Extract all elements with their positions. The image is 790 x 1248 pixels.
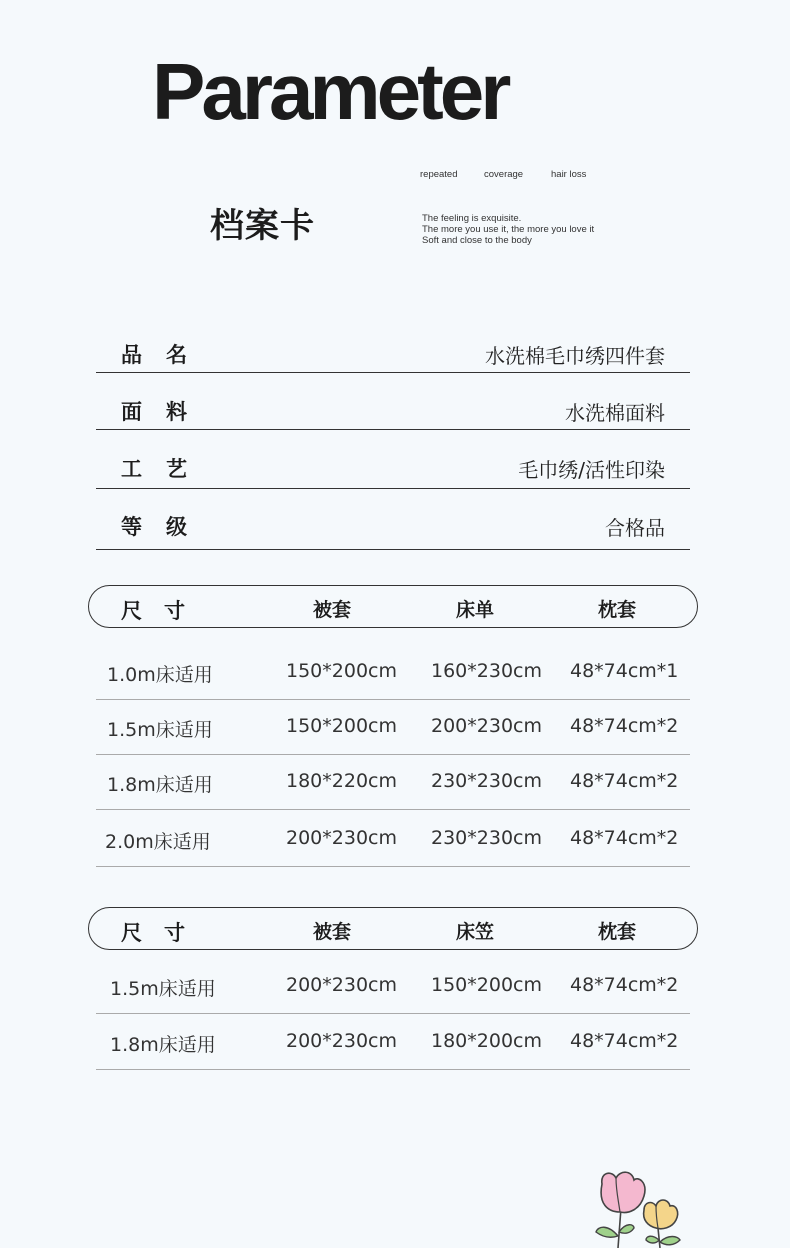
table-cell: 1.0m床适用 <box>107 664 213 686</box>
spec-row-name <box>96 330 690 373</box>
table-row <box>96 810 690 867</box>
table-header-cell: 被套 <box>313 599 352 621</box>
table-cell: 150*200cm <box>286 715 397 737</box>
tag-repeated: repeated <box>420 169 458 180</box>
table-cell: 160*230cm <box>431 660 542 682</box>
blurb-line: Soft and close to the body <box>422 235 532 246</box>
spec-value: 合格品 <box>605 516 665 540</box>
table-cell: 230*230cm <box>431 770 542 792</box>
table-row <box>96 1014 690 1070</box>
table-cell: 1.5m床适用 <box>107 719 213 741</box>
table-row <box>96 958 690 1014</box>
tag-coverage: coverage <box>484 169 524 180</box>
table-cell: 48*74cm*1 <box>570 660 679 682</box>
spec-row-craft <box>96 444 690 489</box>
table-cell: 1.8m床适用 <box>107 774 213 796</box>
table-cell: 180*220cm <box>286 770 397 792</box>
table-header-cell: 枕套 <box>598 599 637 621</box>
table-header-cell: 尺寸 <box>121 921 207 945</box>
spec-value: 水洗棉面料 <box>565 401 665 425</box>
table-cell: 48*74cm*2 <box>570 715 679 737</box>
table-row <box>96 700 690 755</box>
table-row <box>96 755 690 810</box>
table-cell: 200*230cm <box>431 715 542 737</box>
table-header-cell: 尺寸 <box>121 599 207 623</box>
table-cell: 48*74cm*2 <box>570 827 679 849</box>
table-cell: 180*200cm <box>431 1030 542 1052</box>
blurb-line: The more you use it, the more you love it <box>422 224 595 235</box>
table-cell: 48*74cm*2 <box>570 974 679 996</box>
spec-label: 工艺 <box>121 457 211 481</box>
table-cell: 230*230cm <box>431 827 542 849</box>
table-header-cell: 床单 <box>456 599 495 621</box>
table-cell: 200*230cm <box>286 1030 397 1052</box>
table-header-cell: 枕套 <box>598 921 637 943</box>
table-cell: 150*200cm <box>431 974 542 996</box>
spec-label: 等级 <box>121 515 211 539</box>
table-cell: 1.8m床适用 <box>110 1034 216 1056</box>
blurb-line: The feeling is exquisite. <box>422 213 522 224</box>
page-title: Parameter <box>152 47 508 136</box>
table-cell: 200*230cm <box>286 827 397 849</box>
page-subtitle: 档案卡 <box>210 206 315 246</box>
spec-row-grade <box>96 502 690 550</box>
table-cell: 150*200cm <box>286 660 397 682</box>
spec-label: 品名 <box>121 343 211 367</box>
table-header-cell: 被套 <box>313 921 352 943</box>
spec-value: 水洗棉毛巾绣四件套 <box>485 344 665 368</box>
table-cell: 2.0m床适用 <box>105 831 211 853</box>
table1-header <box>88 585 698 628</box>
table2-header <box>88 907 698 950</box>
blurb <box>422 213 594 246</box>
table-cell: 48*74cm*2 <box>570 1030 679 1052</box>
table-header-cell: 床笠 <box>456 921 495 943</box>
table-row <box>96 645 690 700</box>
table-cell: 48*74cm*2 <box>570 770 679 792</box>
spec-value: 毛巾绣/活性印染 <box>518 458 665 482</box>
spec-row-fabric <box>96 387 690 430</box>
spec-label: 面料 <box>121 400 211 424</box>
table-cell: 1.5m床适用 <box>110 978 216 1000</box>
table-cell: 200*230cm <box>286 974 397 996</box>
tulip-flowers-icon <box>588 1168 698 1248</box>
tag-hair-loss: hair loss <box>551 169 587 180</box>
